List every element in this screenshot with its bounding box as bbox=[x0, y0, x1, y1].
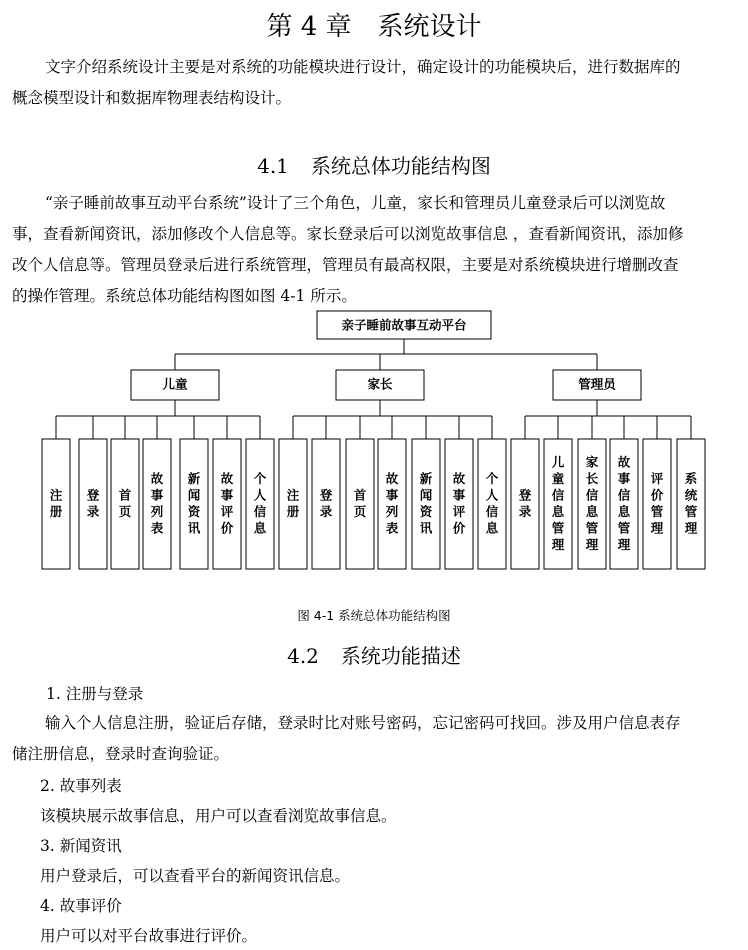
item-heading: 2. 故事列表 bbox=[40, 777, 122, 795]
diagram-module-label: 登 bbox=[86, 487, 100, 503]
diagram-module-label: 评 bbox=[452, 503, 466, 519]
diagram-module-label: 价 bbox=[220, 520, 234, 536]
diagram-module-label: 理 bbox=[650, 520, 664, 536]
diagram-module-label: 事 bbox=[617, 470, 631, 486]
diagram-module-label: 儿 bbox=[551, 454, 565, 470]
diagram-module-label: 册 bbox=[49, 503, 63, 519]
diagram-module-label: 讯 bbox=[419, 520, 433, 536]
diagram-module-label: 管 bbox=[617, 520, 631, 536]
diagram-module-label: 息 bbox=[253, 520, 267, 536]
diagram-module-label: 资 bbox=[187, 503, 201, 519]
chapter-label: 第 4 章 bbox=[266, 12, 352, 42]
diagram-module-label: 信 bbox=[485, 503, 499, 519]
diagram-module-label: 信 bbox=[617, 487, 631, 503]
chapter-name: 系统设计 bbox=[377, 12, 482, 42]
diagram-module-label: 家 bbox=[585, 454, 599, 470]
diagram-module-label: 评 bbox=[650, 470, 664, 486]
diagram-module-label: 登 bbox=[319, 487, 333, 503]
diagram-module-label: 管 bbox=[551, 520, 565, 536]
diagram-module-label: 理 bbox=[684, 520, 698, 536]
diagram-role-label: 管理员 bbox=[578, 376, 616, 392]
diagram-module-label: 人 bbox=[485, 487, 499, 503]
diagram-module-label: 事 bbox=[150, 487, 164, 503]
diagram-module-label: 童 bbox=[551, 470, 565, 486]
section-4-1-paragraph: “亲子睡前故事互动平台系统”设计了三个角色，儿童，家长和管理员儿童登录后可以浏览故事，查看新闻资讯，添加修改个人信息等。家长登录后可以浏览故事信息 ，查看新闻资讯，添加修改个人信息等。管理员登录后进行系统管理，管理员有最高权限，主要是对系统模块进行增删改查的操作管理。系统总体功能结构图如图 4-1 所示。 bbox=[12, 194, 684, 305]
diagram-module-label: 首 bbox=[118, 487, 132, 503]
intro-paragraph: 文字介绍系统设计主要是对系统的功能模块进行设计，确定设计的功能模块后，进行数据库的概念模型设计和数据库物理表结构设计。 bbox=[12, 58, 681, 107]
diagram-module-label: 长 bbox=[585, 470, 599, 486]
diagram-module-label: 息 bbox=[485, 520, 499, 536]
diagram-module-label: 信 bbox=[253, 503, 267, 519]
diagram-root-label: 亲子睡前故事互动平台 bbox=[341, 317, 467, 333]
diagram-module-label: 管 bbox=[650, 503, 664, 519]
diagram-module-label: 表 bbox=[150, 520, 164, 536]
diagram-module-label: 理 bbox=[617, 536, 631, 552]
section-number: 4.2 bbox=[287, 644, 319, 668]
section-name: 系统功能描述 bbox=[340, 644, 461, 668]
diagram-module-label: 事 bbox=[220, 487, 234, 503]
diagram-module-label: 页 bbox=[353, 503, 367, 519]
diagram-module-label: 注 bbox=[286, 487, 300, 503]
diagram-module-label: 登 bbox=[518, 487, 532, 503]
diagram-module-label: 统 bbox=[684, 487, 698, 503]
diagram-module-label: 故 bbox=[452, 470, 466, 486]
diagram-module-label: 闻 bbox=[187, 487, 201, 503]
diagram-module-label: 息 bbox=[617, 503, 631, 519]
diagram-module-label: 列 bbox=[150, 503, 164, 519]
diagram-module-label: 录 bbox=[86, 503, 100, 519]
item-heading: 3. 新闻资讯 bbox=[40, 837, 122, 855]
diagram-module-label: 息 bbox=[551, 503, 565, 519]
diagram-module-label: 管 bbox=[585, 520, 599, 536]
diagram-module-label: 个 bbox=[253, 470, 267, 486]
diagram-module-label: 价 bbox=[452, 520, 466, 536]
figure-caption: 图 4-1 系统总体功能结构图 bbox=[297, 608, 451, 623]
diagram-module-label: 故 bbox=[150, 470, 164, 486]
diagram-module-label: 评 bbox=[220, 503, 234, 519]
diagram-module-label: 价 bbox=[650, 487, 664, 503]
diagram-module-label: 注 bbox=[49, 487, 63, 503]
diagram-module-label: 事 bbox=[385, 487, 399, 503]
diagram-role-label: 家长 bbox=[367, 376, 393, 392]
diagram-module-label: 资 bbox=[419, 503, 433, 519]
diagram-module-label: 页 bbox=[118, 503, 132, 519]
item-heading: 1. 注册与登录 bbox=[46, 685, 144, 703]
diagram-module-label: 故 bbox=[385, 470, 399, 486]
diagram-module-label: 个 bbox=[485, 470, 499, 486]
item-description: 用户登录后，可以查看平台的新闻资讯信息。 bbox=[40, 867, 351, 885]
diagram-module-label: 管 bbox=[684, 503, 698, 519]
item-description: 输入个人信息注册，验证后存储，登录时比对账号密码，忘记密码可找回。涉及用户信息表存储注册信息，登录时查询验证。 bbox=[12, 714, 681, 763]
diagram-module-label: 人 bbox=[253, 487, 267, 503]
diagram-module-label: 录 bbox=[518, 503, 532, 519]
diagram-module-label: 闻 bbox=[419, 487, 433, 503]
diagram-module-label: 系 bbox=[684, 470, 698, 486]
diagram-module-label: 录 bbox=[319, 503, 333, 519]
diagram-module-label: 事 bbox=[452, 487, 466, 503]
diagram-module-label: 故 bbox=[617, 454, 631, 470]
diagram-module-label: 息 bbox=[585, 503, 599, 519]
item-description: 该模块展示故事信息，用户可以查看浏览故事信息。 bbox=[40, 807, 397, 825]
diagram-module-label: 故 bbox=[220, 470, 234, 486]
diagram-module-label: 信 bbox=[551, 487, 565, 503]
diagram-module-label: 新 bbox=[187, 470, 201, 486]
diagram-module-label: 信 bbox=[585, 487, 599, 503]
section-name: 系统总体功能结构图 bbox=[310, 154, 491, 178]
item-heading: 4. 故事评价 bbox=[40, 897, 122, 915]
diagram-module-label: 理 bbox=[585, 536, 599, 552]
diagram-module-label: 新 bbox=[419, 470, 433, 486]
diagram-module-label: 列 bbox=[385, 503, 399, 519]
diagram-module-label: 表 bbox=[385, 520, 399, 536]
diagram-role-label: 儿童 bbox=[162, 376, 188, 392]
section-4-2-title bbox=[0, 640, 748, 669]
item-description: 用户可以对平台故事进行评价。 bbox=[40, 927, 258, 945]
diagram-module-label: 讯 bbox=[187, 520, 201, 536]
diagram-module-label: 册 bbox=[286, 503, 300, 519]
diagram-module-label: 首 bbox=[353, 487, 367, 503]
section-number: 4.1 bbox=[257, 154, 289, 178]
diagram-module-label: 理 bbox=[551, 536, 565, 552]
